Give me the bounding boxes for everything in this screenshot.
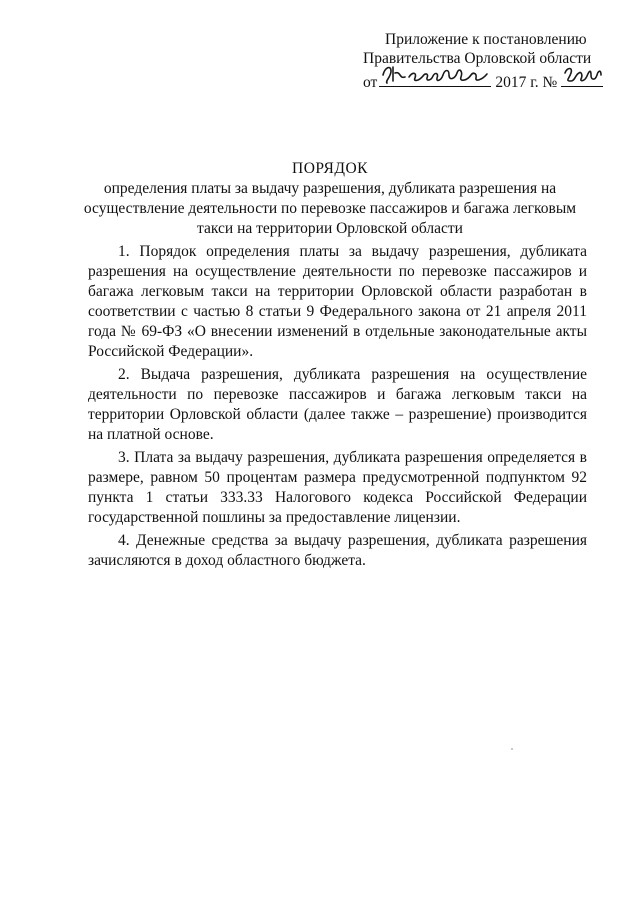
paragraph-2: 2. Выдача разрешения, дубликата разрешения на осуществление деятельности по перевозке пассажиров и багажа легковым такси на территории Орловской области (далее также – разрешение) производится на платной основе. [88, 366, 587, 443]
document-heading [60, 159, 600, 239]
handwritten-date [379, 70, 491, 87]
paragraph-3: 3. Плата за выдачу разрешения, дубликата разрешения определяется в размере, равном 50 процентам размера предусмотренной подпунктом 92 пункта 1 статьи 333.33 Налогового кодекса Российской Федерации государственной пошлины за предоставление лицензии. [88, 449, 587, 526]
subtitle-line-3: такси на территории Орловской области [197, 220, 463, 237]
appendix-header [363, 30, 603, 92]
document-body [88, 242, 587, 574]
subtitle-line-2: осуществление деятельности по перевозке пассажиров и багажа легковым [83, 200, 577, 217]
scan-speck [511, 748, 513, 750]
appendix-date-line [363, 70, 603, 92]
subtitle-line-1: определения платы за выдачу разрешения, дубликата разрешения на [103, 180, 557, 197]
appendix-line-2: Правительства Орловской области [363, 50, 592, 67]
handwritten-date-scribble [379, 61, 491, 87]
paragraph-1: 1. Порядок определения платы за выдачу разрешения, дубликата разрешения на осуществление деятельности по перевозке пассажиров и багажа легковым такси на территории Орловской области разработан в соответствии с частью 8 статьи 9 Федерального закона от 21 апреля 2011 года № 69-ФЗ «О внесении изменений в отдельные законодательные акты Российской Федерации». [88, 243, 587, 360]
appendix-line-1: Приложение к постановлению [385, 31, 587, 48]
year-and-number-label: 2017 г. № [495, 74, 558, 91]
handwritten-number [561, 70, 603, 87]
paragraph-4: 4. Денежные средства за выдачу разрешения, дубликата разрешения зачисляются в доход областного бюджета. [88, 532, 587, 569]
handwritten-number-scribble [561, 61, 603, 87]
date-prefix: от [363, 74, 378, 91]
document-title: ПОРЯДОК [292, 160, 368, 177]
